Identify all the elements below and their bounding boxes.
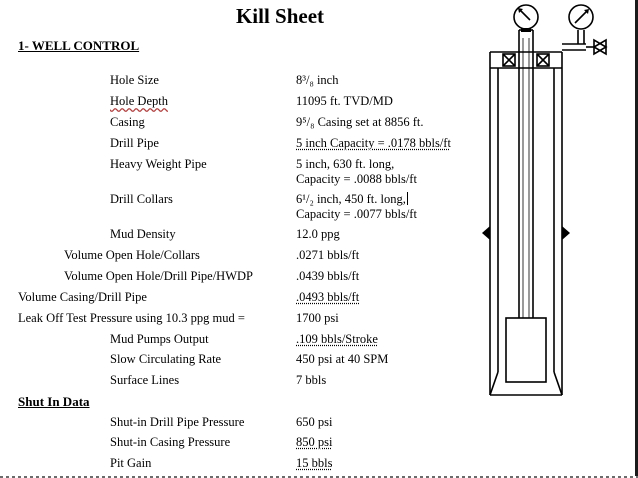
hole-size-label: Hole Size (110, 73, 159, 87)
hole-depth-value: 11095 ft. TVD/MD (296, 94, 393, 108)
drill-collars (506, 318, 546, 382)
casing-shoe-marker-left (482, 226, 490, 240)
volume-open-hole-collars-label: Volume Open Hole/Collars (64, 248, 200, 262)
casing-shoe-marker-right (562, 226, 570, 240)
volume-casing-dp-value: .0493 bbls/ft (296, 290, 360, 304)
heavy-weight-pipe-value-line2: Capacity = .0088 bbls/ft (296, 172, 417, 186)
casing-label: Casing (110, 115, 145, 129)
heavy-weight-pipe-value-line1: 5 inch, 630 ft. long, (296, 157, 395, 171)
drill-collars-value-line1: 6¹/₂ inch, 450 ft. long, (296, 192, 406, 206)
drill-collars-value-line2: Capacity = .0077 bbls/ft (296, 207, 417, 221)
casing-value: 9⁵/₈ Casing set at 8856 ft. (296, 115, 424, 129)
mud-pumps-output-label: Mud Pumps Output (110, 332, 209, 346)
pit-gain-label: Pit Gain (110, 456, 152, 470)
choke-valve-icon (594, 40, 606, 54)
sidpp-label: Shut-in Drill Pipe Pressure (110, 415, 245, 429)
hole-depth-label: Hole Depth (110, 94, 168, 108)
volume-open-hole-dp-label: Volume Open Hole/Drill Pipe/HWDP (64, 269, 253, 283)
casing-pressure-gauge-icon (569, 5, 593, 29)
volume-casing-dp-label: Volume Casing/Drill Pipe (18, 290, 147, 304)
section-heading-shut-in-data: Shut In Data (18, 394, 90, 409)
slow-circulating-rate-label: Slow Circulating Rate (110, 352, 222, 366)
wellbore-diagram (476, 0, 626, 478)
mud-pumps-output-value: .109 bbls/Stroke (296, 332, 378, 346)
slow-circulating-rate-value: 450 psi at 40 SPM (296, 352, 389, 366)
drill-collars-label: Drill Collars (110, 192, 173, 206)
heavy-weight-pipe-label: Heavy Weight Pipe (110, 157, 207, 171)
drill-pipe-value: 5 inch Capacity = .0178 bbls/ft (296, 136, 451, 150)
mud-density-value: 12.0 ppg (296, 227, 340, 241)
sicp-label: Shut-in Casing Pressure (110, 435, 231, 449)
section-heading-well-control: 1- WELL CONTROL (18, 38, 140, 53)
sicp-value: 850 psi (296, 435, 333, 449)
pit-gain-value: 15 bbls (296, 456, 333, 470)
drill-pipe-label: Drill Pipe (110, 136, 159, 150)
drill-pipe-pressure-gauge-icon (514, 5, 538, 32)
text-cursor (407, 192, 408, 205)
hole-size-value: 8³/₈ inch (296, 73, 339, 87)
leak-off-test-value: 1700 psi (296, 311, 339, 325)
volume-open-hole-collars-value: .0271 bbls/ft (296, 248, 360, 262)
leak-off-test-label: Leak Off Test Pressure using 10.3 ppg mud = (18, 311, 245, 325)
surface-lines-value: 7 bbls (296, 373, 327, 387)
volume-open-hole-dp-value: .0439 bbls/ft (296, 269, 360, 283)
page-title: Kill Sheet (235, 4, 325, 28)
mud-density-label: Mud Density (110, 227, 176, 241)
sidpp-value: 650 psi (296, 415, 333, 429)
surface-lines-label: Surface Lines (110, 373, 180, 387)
